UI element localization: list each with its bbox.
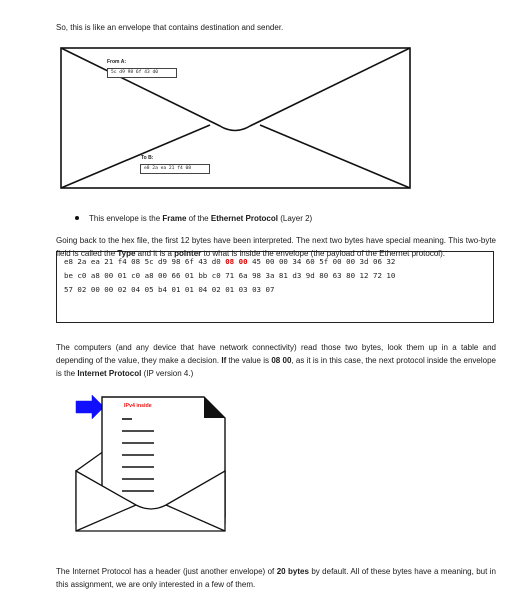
hex-dump <box>56 251 494 323</box>
hex-line-3: 57 02 00 00 02 04 05 b4 01 01 04 02 01 03 03 07 <box>64 285 275 295</box>
paragraph-type-field: Going back to the hex file, the first 12 bytes have been interpreted. The next two bytes have special meaning. This two-byte field is called the Type and it is a pointer to what is inside the envelope (the payload of the Ethernet protocol). <box>56 236 496 258</box>
from-address: 5c d9 98 6f 43 d0 <box>107 68 177 78</box>
intro-text: So, this is like an envelope that contains destination and sender. <box>56 23 284 32</box>
to-address: e8 2a ea 21 f4 08 <box>140 164 210 174</box>
type-bytes-highlight: 08 00 <box>225 257 248 266</box>
bullet-text: This envelope is the Frame of the Ethernet Protocol (Layer 2) <box>89 214 313 223</box>
from-label: From A: <box>107 59 126 65</box>
hex-line-2: be c0 a8 00 01 c0 a8 00 66 01 bb c0 71 6a 98 3a 81 d3 9d 80 63 80 12 72 10 <box>64 271 396 281</box>
to-label: To B: <box>141 155 154 161</box>
paragraph-decision: The computers (and any device that have network connectivity) read those two bytes, look them up in a table and depending of the value, they make a decision. If the value is 08 00, as it is in this case, the next protocol inside the envelope is the Internet Protocol (IP version 4.) <box>56 343 497 378</box>
paragraph-ip-header: The Internet Protocol has a header (just another envelope) of 20 bytes by default. All of these bytes have a meaning, but in this assignment, we are only interested in a few of them. <box>56 567 496 589</box>
bullet-dot <box>75 216 79 220</box>
hex-line-1: e8 2a ea 21 f4 08 5c d9 98 6f 43 d0 08 00 45 00 00 34 60 5f 00 00 3d 06 32 <box>64 257 396 266</box>
ipv4-envelope-illustration <box>74 395 230 533</box>
ipv4-inside-label: IPv4 inside <box>124 403 152 409</box>
